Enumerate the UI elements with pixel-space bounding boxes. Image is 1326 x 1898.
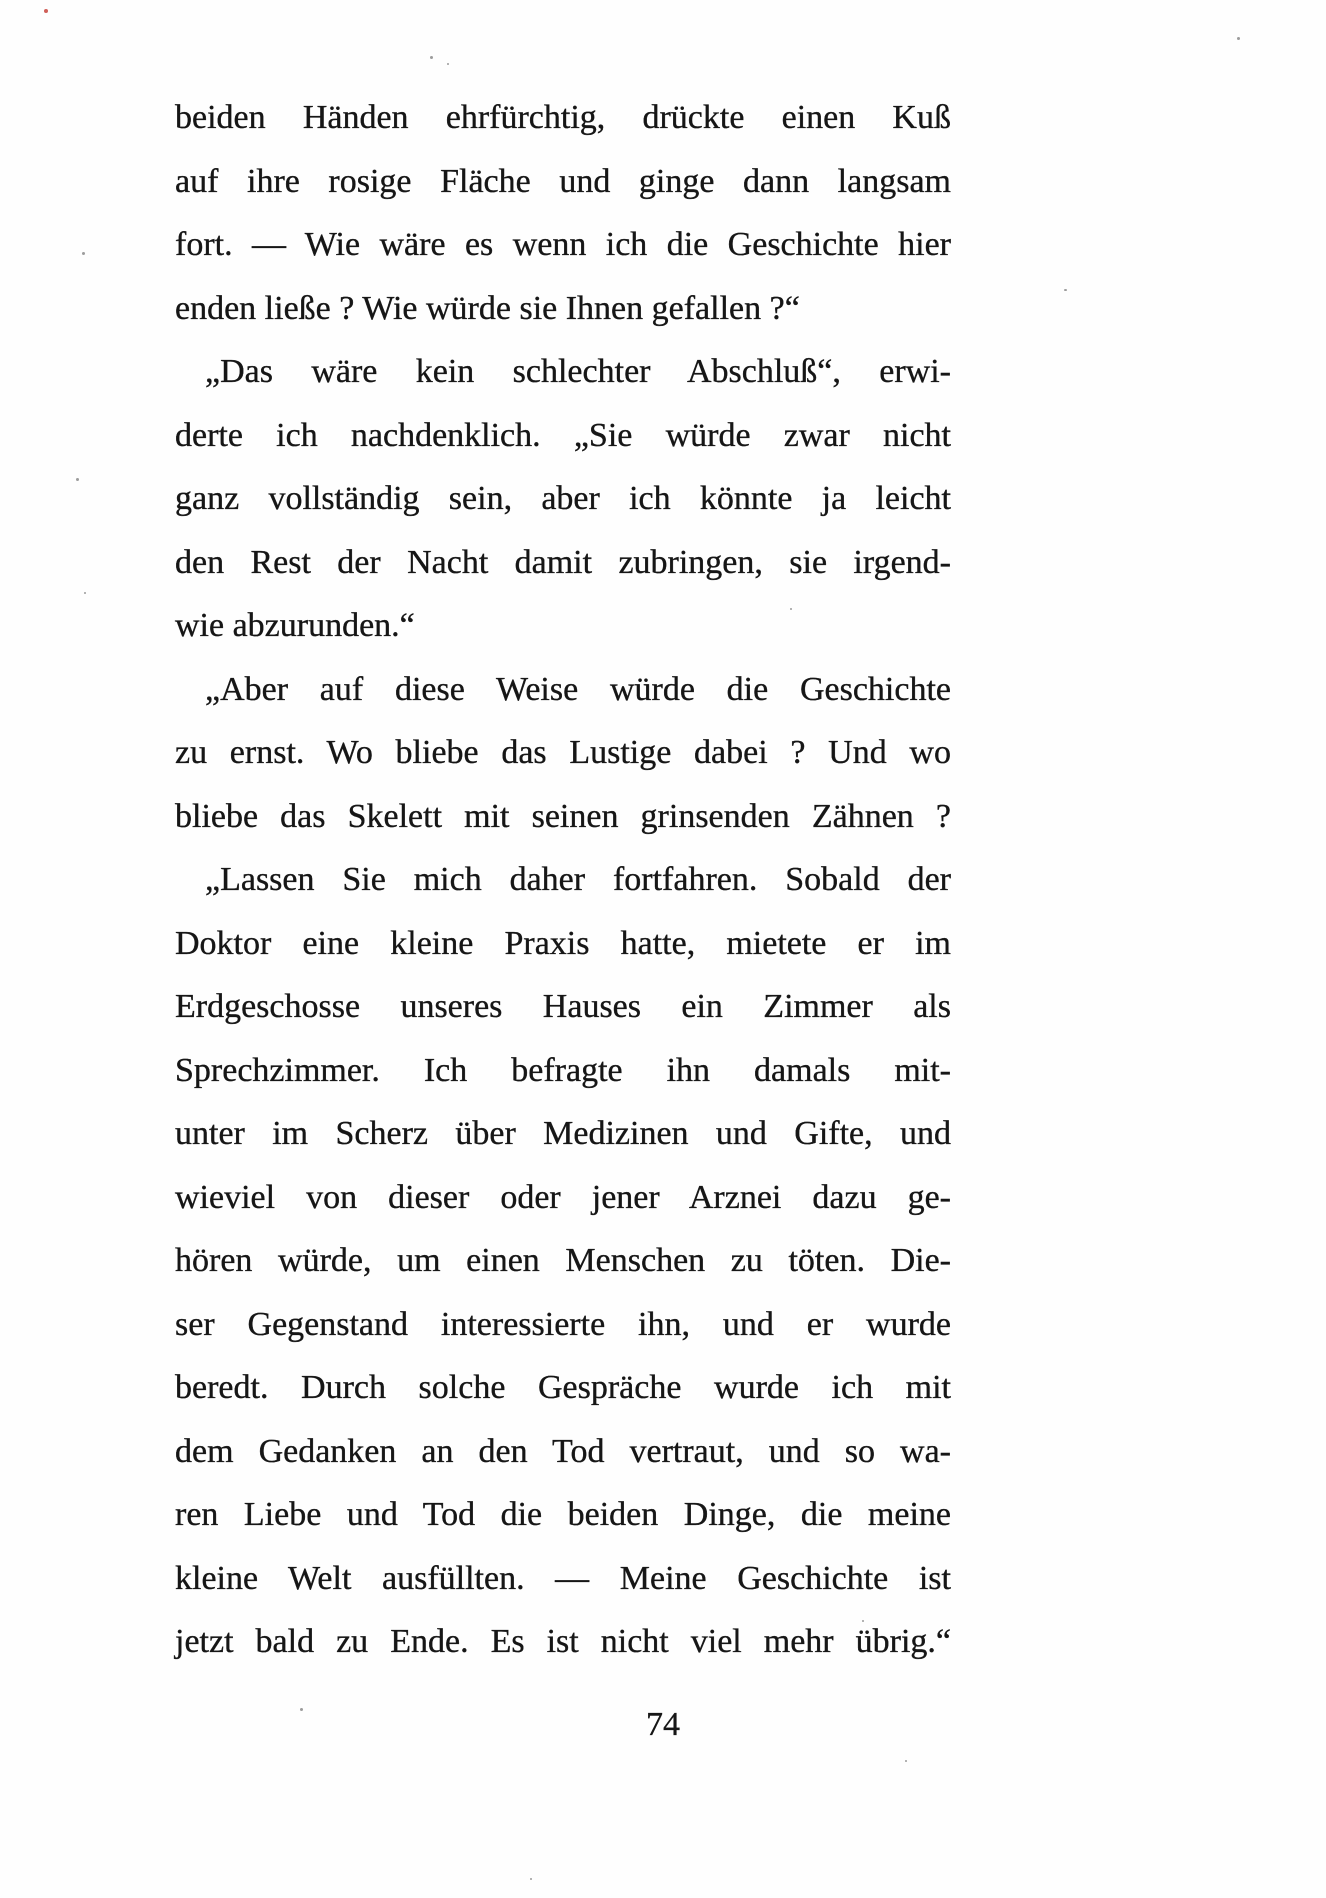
page-number: 74 [646, 1706, 680, 1743]
scan-speck [862, 1620, 864, 1622]
text-line: bliebe das Skelett mit seinen grinsenden Zähnen ? [175, 797, 951, 835]
text-line: kleine Welt ausfüllten. — Meine Geschichte ist [175, 1559, 951, 1597]
scan-speck [1064, 289, 1067, 291]
scan-speck [44, 9, 48, 13]
text-line: beiden Händen ehrfürchtig, drückte einen Kuß [175, 99, 951, 136]
text-line: unter im Scherz über Medizinen und Gifte, und [175, 1115, 951, 1152]
text-line: ren Liebe und Tod die beiden Dinge, die meine [175, 1496, 951, 1533]
scan-speck [76, 478, 79, 481]
text-line: hören würde, um einen Menschen zu töten. Die- [175, 1242, 951, 1279]
scan-speck [82, 252, 85, 255]
text-line: wie abzurunden.“ [175, 607, 415, 644]
scan-speck [430, 56, 433, 59]
text-line: fort. — Wie wäre es wenn ich die Geschichte hier [175, 226, 951, 263]
text-block [175, 86, 951, 1674]
text-line: „Lassen Sie mich daher fortfahren. Sobald der [205, 861, 951, 898]
text-line: dem Gedanken an den Tod vertraut, und so wa- [175, 1432, 951, 1470]
scan-speck [300, 1708, 303, 1711]
text-line: enden ließe ? Wie würde sie Ihnen gefallen ?“ [175, 289, 800, 327]
text-line: derte ich nachdenklich. „Sie würde zwar nicht [175, 416, 951, 454]
scan-speck [447, 63, 449, 65]
text-line: beredt. Durch solche Gespräche wurde ich mit [175, 1369, 951, 1406]
scan-speck [1237, 37, 1240, 40]
text-line: jetzt bald zu Ende. Es ist nicht viel mehr übrig.“ [175, 1623, 951, 1660]
text-line: ganz vollständig sein, aber ich könnte ja leicht [175, 480, 951, 517]
text-line: zu ernst. Wo bliebe das Lustige dabei ? Und wo [175, 734, 951, 771]
scan-speck [530, 1878, 532, 1880]
text-line: auf ihre rosige Fläche und ginge dann langsam [175, 162, 951, 200]
text-line: „Das wäre kein schlechter Abschluß“, erwi- [205, 353, 951, 390]
text-line: wieviel von dieser oder jener Arznei dazu ge- [175, 1178, 951, 1216]
text-line: Doktor eine kleine Praxis hatte, mietete er im [175, 924, 951, 962]
scan-speck [84, 592, 86, 594]
scan-speck [790, 608, 792, 610]
text-line: Sprechzimmer. Ich befragte ihn damals mit- [175, 1051, 951, 1089]
text-line: „Aber auf diese Weise würde die Geschichte [205, 670, 951, 708]
text-line: Erdgeschosse unseres Hauses ein Zimmer als [175, 988, 951, 1025]
text-line: den Rest der Nacht damit zubringen, sie irgend- [175, 543, 951, 581]
text-line: ser Gegenstand interessierte ihn, und er wurde [175, 1305, 951, 1343]
scan-speck [905, 1760, 907, 1762]
